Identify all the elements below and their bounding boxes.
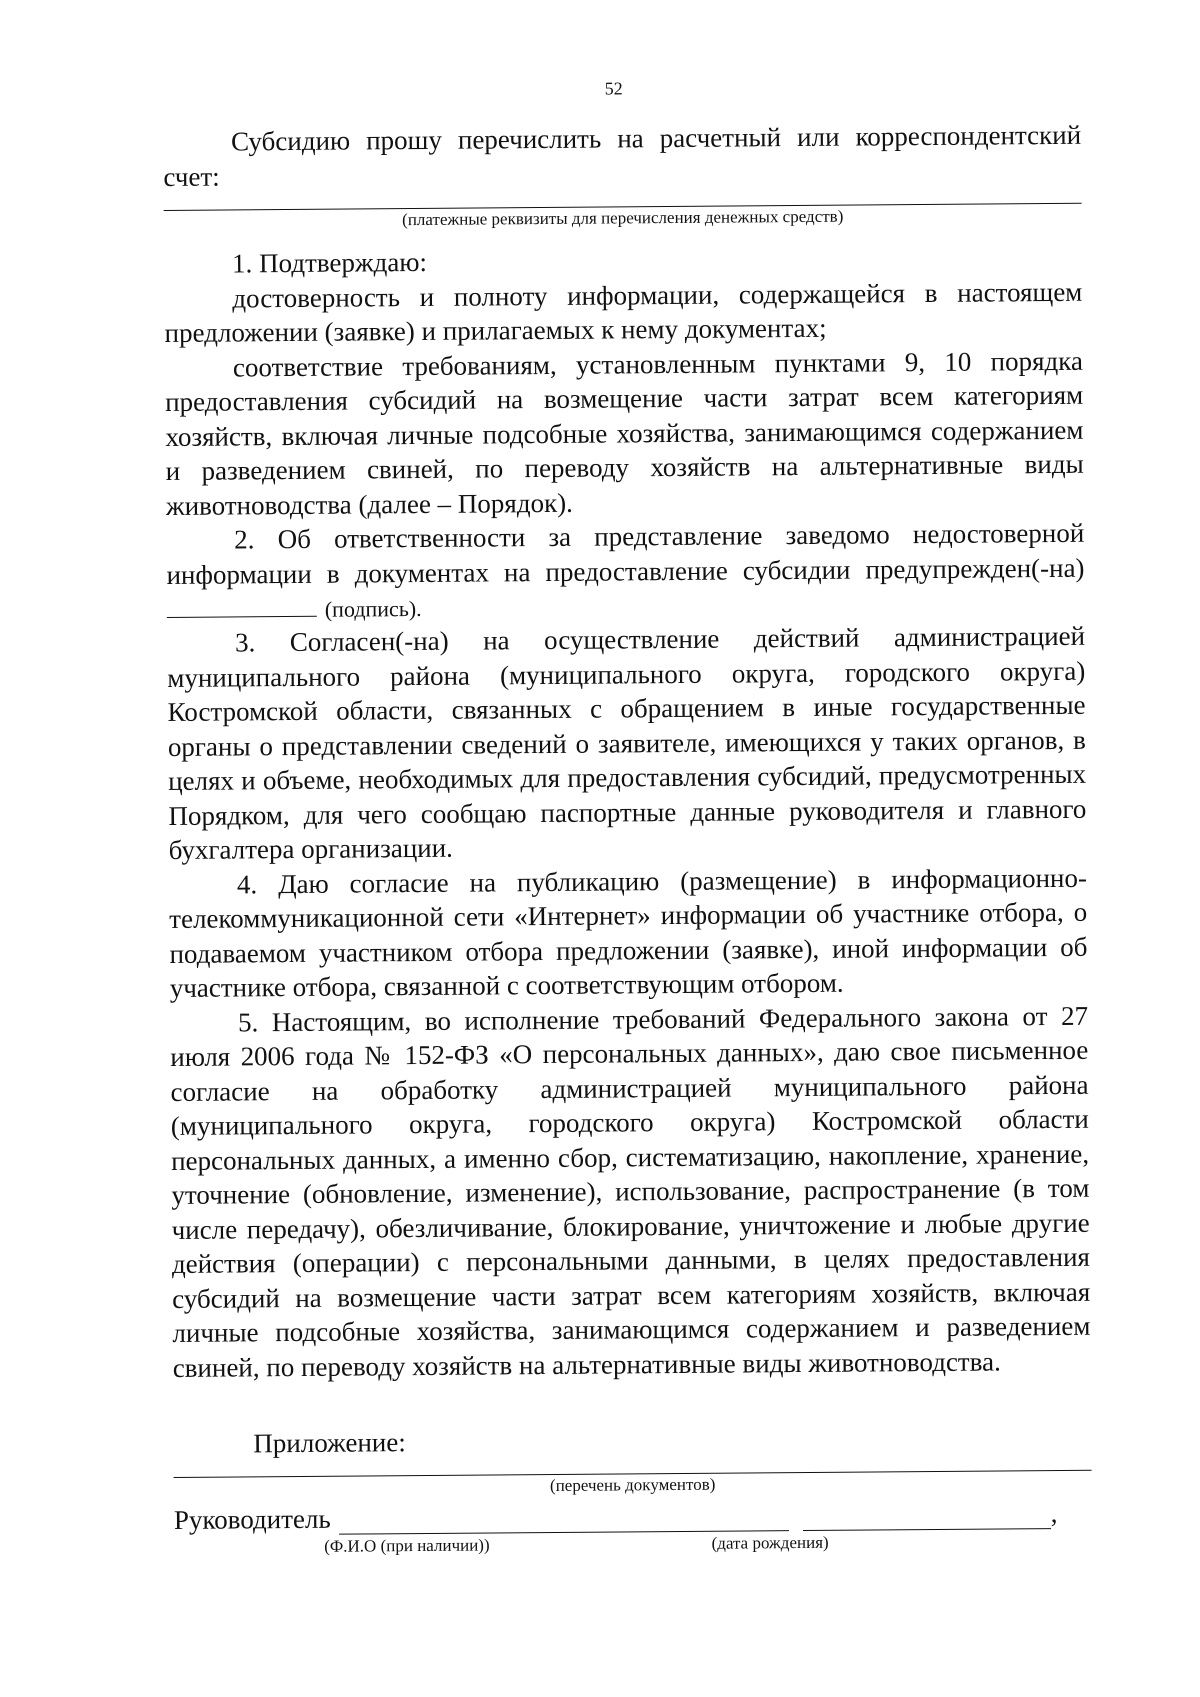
head-name-caption: (Ф.И.О (при наличии)) bbox=[324, 1535, 490, 1556]
confirm-compliance: соответствие требованиям, установленным пунктами 9, 10 порядка предоставления субсидий на возмещение части затрат всем категориям хозяйств, включая личные подсобные хозяйства, занимающимся содержанием и разведением свиней, по переводу хозяйств на альтернативные виды животноводства (далее – Порядок). bbox=[165, 345, 1084, 521]
payment-requisites-caption: (платежные реквизиты для перечисления денежных средств) bbox=[402, 206, 844, 230]
consent-personal-data-clause: 5. Настоящим, во исполнение требований Федерального закона от 27 июля 2006 года № 152-ФЗ «О персональных данных», даю свое письменное согласие на обработку администрацией муниципального района (муниципального округа, городского округа) Костромской области персональных данных, а именно сбор, систематизацию, накопление, хранение, уточнение (обновление, изменение), использование, распространение (в том числе передачу), обезличивание, блокирование, уничтожение и любые другие действия (операции) с персональными данными, в целях предоставления субсидий на возмещение части затрат всем категориям хозяйств, включая личные подсобные хозяйства, занимающимся содержанием и разведением свиней, по переводу хозяйств на альтернативные виды животноводства. bbox=[170, 1000, 1091, 1383]
consent-requests-clause: 3. Согласен(-на) на осуществление действий администрацией муниципального района (муниципального округа, городского округа) Костромской области, связанных с обращением в иные государственные органы о представлении сведений о заявителе, имеющихся у таких органов, в целях и объеме, необходимых для предоставления субсидий, предусмотренных Порядком, для чего сообщаю паспортные данные руководителя и главного бухгалтера организации. bbox=[167, 620, 1087, 865]
document-body bbox=[163, 118, 1092, 1560]
head-role-label: Руководитель bbox=[173, 1503, 331, 1535]
signature-blank bbox=[167, 596, 317, 618]
confirm-heading: 1. Подтверждаю: bbox=[231, 246, 428, 279]
appendix-label: Приложение: bbox=[253, 1427, 406, 1459]
page-number: 52 bbox=[604, 78, 623, 99]
confirm-accuracy: достоверность и полноту информации, содержащейся в настоящем предложении (заявке) и прилагаемых к нему документах; bbox=[164, 276, 1083, 348]
responsibility-clause: 2. Об ответственности за представление заведомо недостоверной информации в документах на предоставление субсидии предупрежден(-на) bbox=[166, 517, 1085, 590]
appendix-caption: (перечень документов) bbox=[549, 1474, 716, 1495]
signature-comma: , bbox=[1050, 1498, 1058, 1529]
consent-publication-clause: 4. Даю согласие на публикацию (размещение) в информационно-телекоммуникационной сети «Интернет» информации об участнике отбора, о подаваемом участником отбора предложении (заявке), иной информации об участнике отбора, связанной с соответствующим отбором. bbox=[169, 862, 1088, 1003]
head-birthdate-blank bbox=[803, 1502, 1051, 1531]
head-birthdate-caption: (дата рождения) bbox=[711, 1532, 829, 1553]
signature-caption: (подпись). bbox=[324, 595, 422, 622]
head-name-blank bbox=[339, 1504, 789, 1535]
payment-request-text: Субсидию прошу перечислить на расчетный или корреспондентский счет: bbox=[163, 119, 1082, 192]
